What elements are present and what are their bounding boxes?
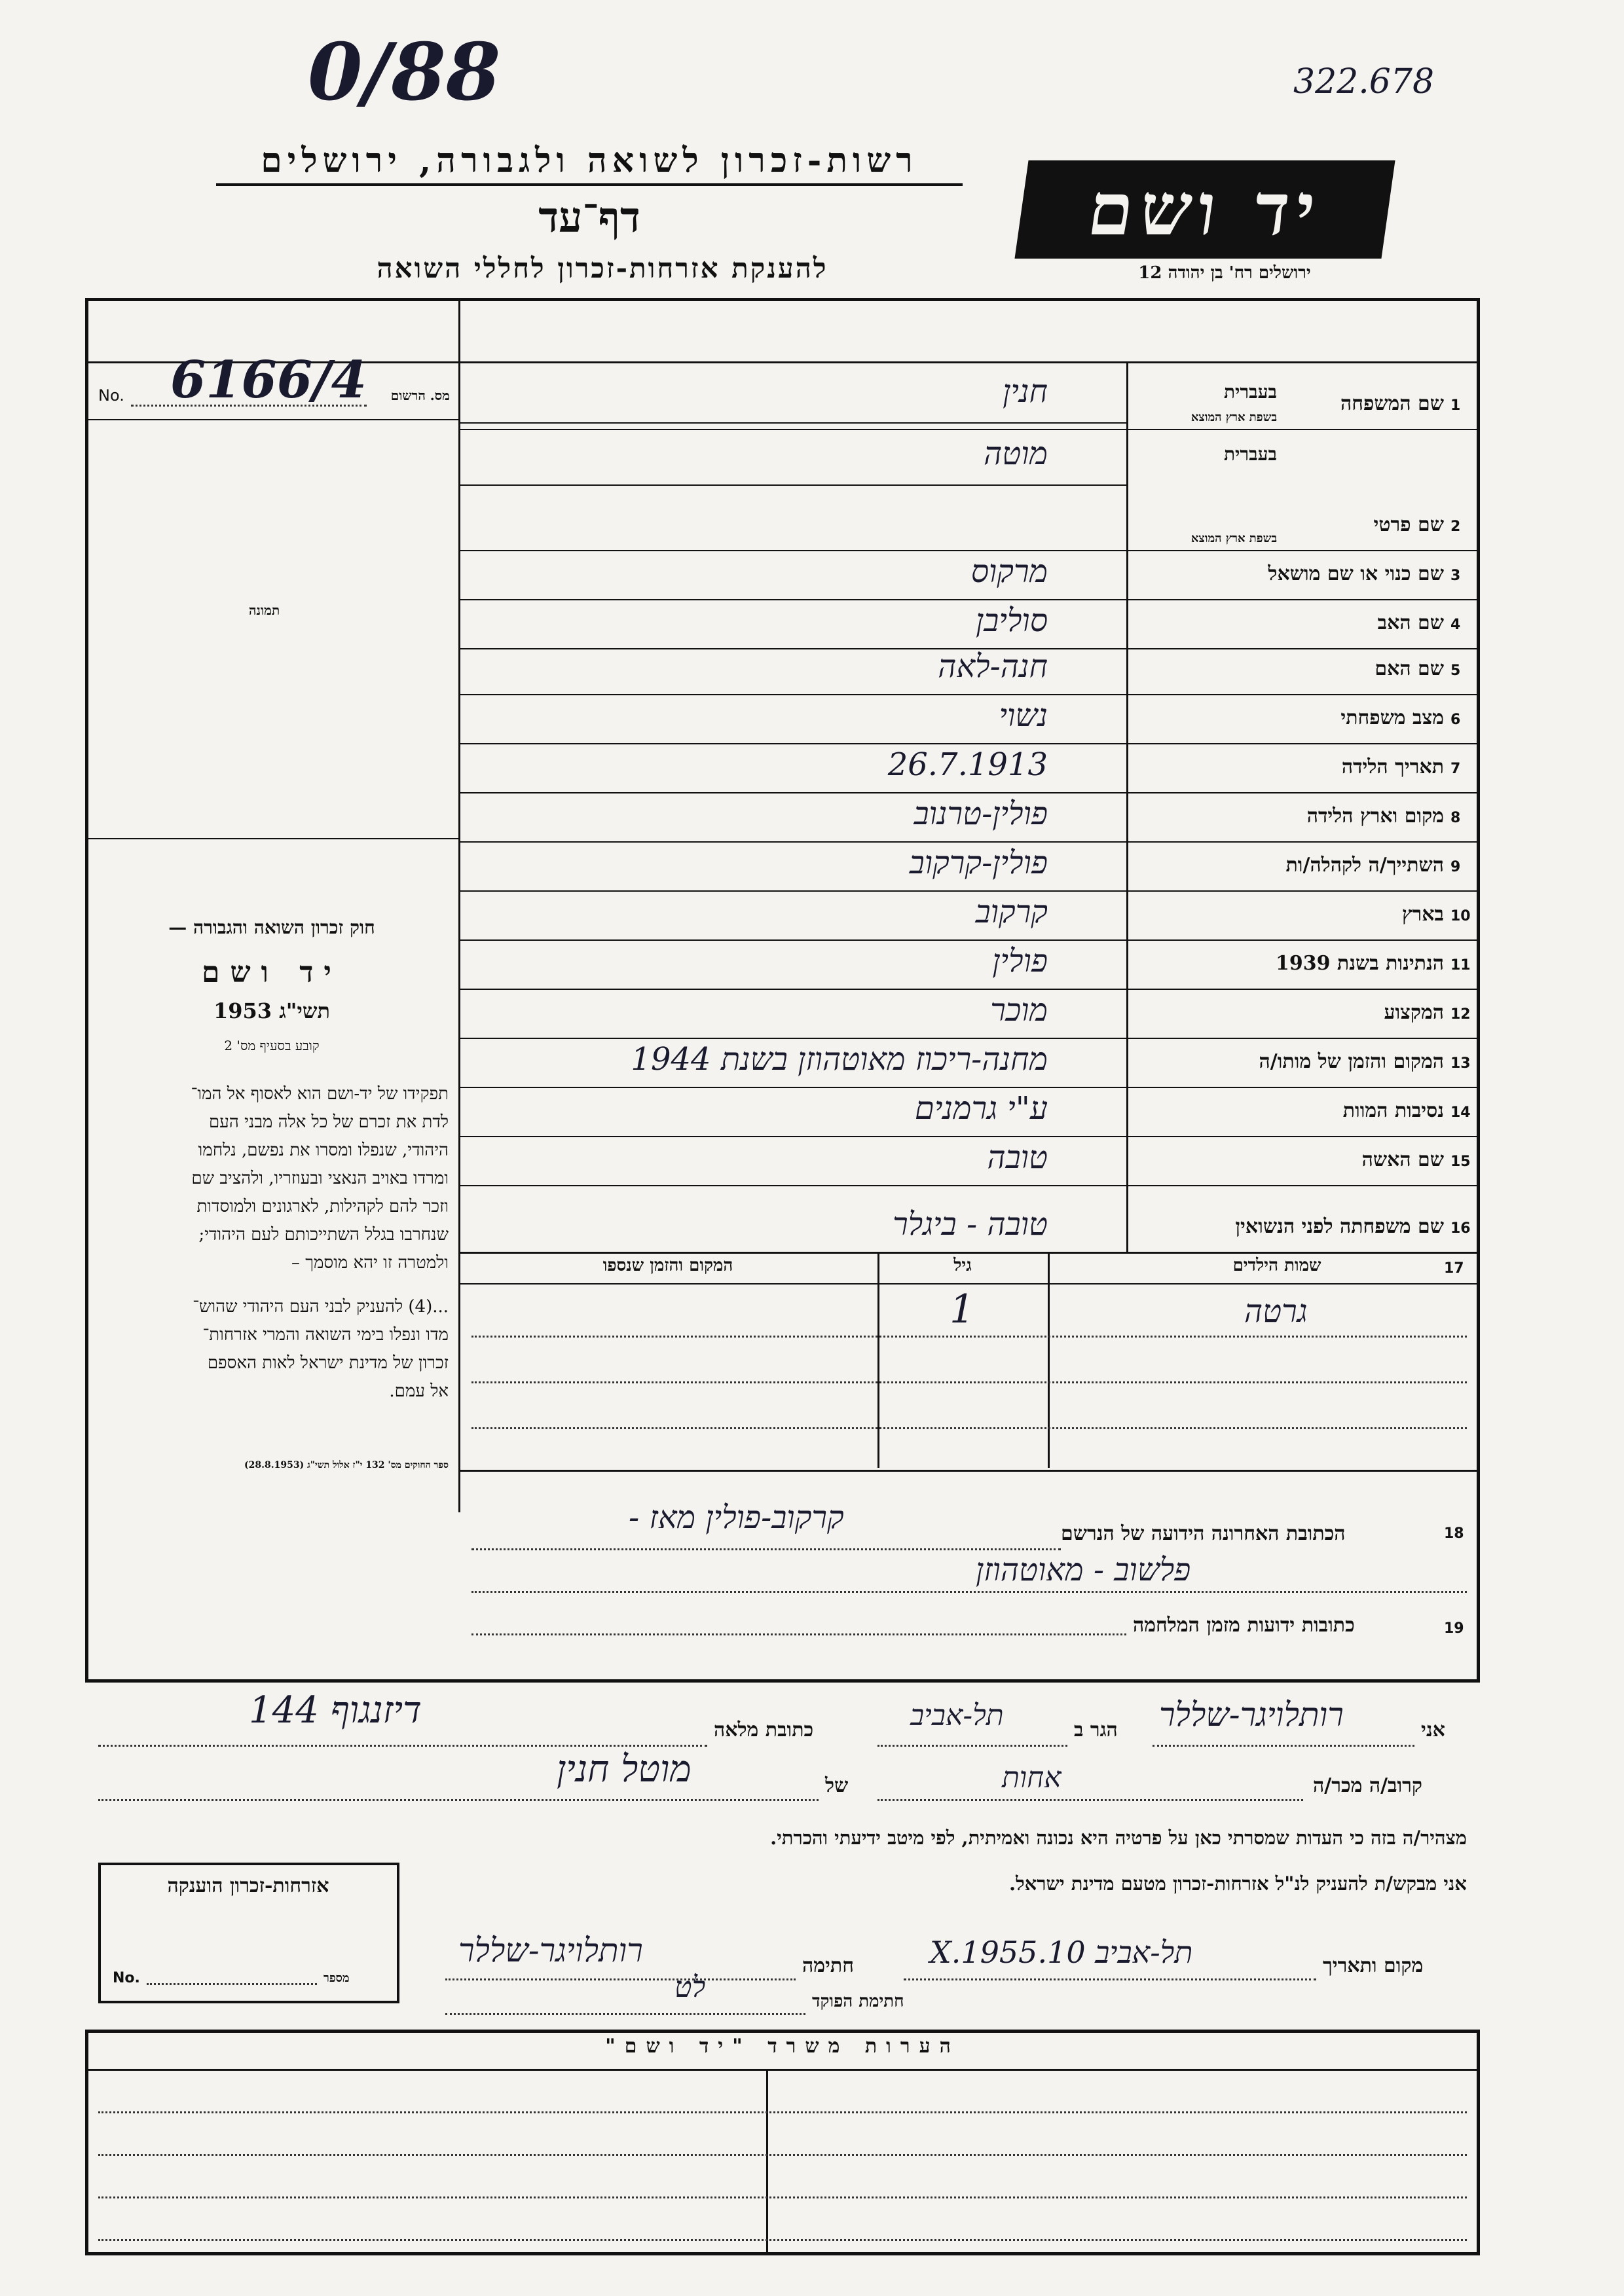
field-7-label: תאריך הלידה (1341, 756, 1444, 778)
law-footnote: ספר החוקים מס' 132 י"ז אלול תשי"ג (28.8.1953) (244, 1460, 449, 1470)
registration-label: מס. הרשום (390, 388, 450, 403)
field-13-line (458, 1087, 1480, 1088)
field-2-sub-hebrew: בעברית (1223, 443, 1277, 465)
address-label: כתובת מלאה (714, 1719, 814, 1741)
lives-in-label: הגר ב (1074, 1719, 1118, 1741)
institution-name: רשות-זכרון לשואה ולגבורה, ירושלים (216, 141, 963, 186)
wartime-addresses-num: 19 (1444, 1620, 1464, 1637)
field-4-number: 4 (1450, 617, 1461, 633)
children-header-place: המקום והזמן שנספו (602, 1256, 733, 1275)
office-notes-divider (766, 2069, 768, 2255)
officer-line (445, 2013, 805, 2015)
form-subtitle: להענקת אזרחות-זכרון לחללי השואה (377, 252, 828, 284)
field-12-line (458, 1038, 1480, 1039)
field-3-line (458, 599, 1480, 600)
file-number: 322.678 (1293, 62, 1435, 101)
office-notes-line-4 (98, 2239, 1467, 2241)
relation-value[interactable]: אחות (1002, 1761, 1061, 1795)
law-text-2: ...(4) להעניק לבני העם היהודי שהוש־ מדו ונפלו בימי השואה והמרי אזרחות־ זכרון של מדינת ישראל לאות האספם אל עמם. (193, 1297, 449, 1401)
field-1-number: 1 (1450, 397, 1461, 414)
field-10-value[interactable]: קרקוב (975, 894, 1048, 930)
field-10-line (458, 939, 1480, 941)
field-4-label: שם האב (1377, 611, 1444, 634)
field-16-number: 16 (1450, 1220, 1471, 1237)
children-header-names: שמות הילדים (1232, 1256, 1321, 1275)
last-address-line-3 (471, 1633, 1126, 1635)
field-1-line (458, 429, 1480, 430)
field-6-value[interactable]: נשוי (999, 697, 1048, 734)
child-age-1[interactable]: 1 (950, 1286, 975, 1332)
children-row-line-2 (471, 1381, 1467, 1383)
last-address-num: 18 (1444, 1525, 1464, 1542)
signature-label: חתימה (802, 1954, 854, 1977)
left-column-divider (458, 298, 460, 1512)
field-9-label: השתייך/ה לקהלה/ות (1285, 854, 1444, 877)
place-date-line (904, 1978, 1316, 1980)
children-header-line (458, 1283, 1480, 1285)
field-2-sub-origin: בשפת ארץ המוצא (1190, 532, 1277, 545)
field-13-number: 13 (1450, 1055, 1471, 1072)
place-date-label: מקום ותאריך (1323, 1954, 1424, 1977)
field-16-label: שם משפחתה לפני הנשואין (1235, 1215, 1444, 1238)
law-section: קובע בסעיף מס' 2 (224, 1038, 320, 1053)
registration-value[interactable]: 6166/4 (170, 350, 367, 410)
registration-divider (85, 419, 458, 420)
officer-label: חתימת הפוקד (812, 1992, 904, 2011)
declarant-address[interactable]: דיזנגוף 144 (249, 1689, 422, 1732)
field-11-number: 11 (1450, 957, 1471, 974)
of-name[interactable]: מוטל חנין (557, 1748, 692, 1791)
law-year: תשי"ג 1953 (213, 998, 330, 1023)
office-notes-line-1 (98, 2111, 1467, 2113)
last-address-line-2 (471, 1591, 1467, 1593)
office-notes-line-2 (98, 2154, 1467, 2156)
field-14-number: 14 (1450, 1104, 1471, 1121)
field-7-value[interactable]: 26.7.1913 (887, 746, 1048, 783)
signature-line (445, 1978, 796, 1980)
citizenship-no-label: No. (113, 1970, 140, 1986)
label-column-divider (1126, 361, 1128, 1252)
lives-in-value[interactable]: תל-אביב (910, 1699, 1004, 1732)
field-5-value[interactable]: חנה-לאה (938, 648, 1048, 685)
children-bottom-line (458, 1470, 1480, 1472)
citizenship-title: אזרחות-זכרון הוענקה (167, 1874, 329, 1897)
field-15-number: 15 (1450, 1154, 1471, 1170)
declarant-name[interactable]: רותלויגר-שללר (1159, 1696, 1344, 1734)
last-address-line-1 (471, 1548, 1061, 1550)
registration-no-label: No. (98, 386, 124, 405)
office-notes-title-line (85, 2069, 1480, 2071)
relation-label: קרוב/ה מכר/ה (1313, 1774, 1422, 1797)
field-5-number: 5 (1450, 663, 1461, 679)
field-1-value[interactable]: חנין (1003, 373, 1048, 410)
signature-value[interactable]: רותלויגר-שללר (458, 1931, 643, 1969)
field-11-value[interactable]: פולין (992, 943, 1048, 979)
officer-signature[interactable]: לט (674, 1971, 706, 2004)
field-6-number: 6 (1450, 712, 1461, 728)
field-15-line (458, 1185, 1480, 1186)
of-line (98, 1799, 819, 1801)
field-6-line (458, 743, 1480, 744)
child-name-1[interactable]: גרטה (1244, 1293, 1308, 1330)
citizenship-number-line (147, 1983, 317, 1985)
wartime-addresses-label: כתובות ידועות מזמן המלחמה (1133, 1614, 1355, 1637)
field-6-label: מצב משפחתי (1340, 706, 1444, 729)
office-notes-line-3 (98, 2196, 1467, 2198)
field-8-label: מקום וארץ הלידה (1306, 805, 1444, 828)
logo-address: ירושלים רח' בן יהודה 12 (1138, 263, 1311, 283)
field-13-value[interactable]: מחנה-ריכוז מאוטהוזן בשנת 1944 (631, 1041, 1048, 1078)
archive-number: 0/88 (308, 26, 501, 118)
field-9-line (458, 890, 1480, 892)
field-9-number: 9 (1450, 859, 1461, 875)
relation-line (877, 1799, 1303, 1801)
children-col-divider-1 (877, 1252, 879, 1468)
main-form-frame (85, 298, 1480, 1683)
place-date-value[interactable]: תל-אביב 10.X.1955 (930, 1935, 1193, 1970)
field-15-label: שם האשה (1361, 1148, 1444, 1171)
field-3-number: 3 (1450, 568, 1461, 584)
field-1-label: שם המשפחה (1340, 392, 1444, 415)
law-title: חוק זכרון השואה והגבורה — (168, 917, 375, 938)
field-12-label: המקצוע (1384, 1001, 1444, 1024)
request-text: אני מבקש/ת להעניק לנ"ל אזרחות-זכרון מטעם מדינת ישראל. (1008, 1872, 1467, 1895)
declarant-i-label: אני (1421, 1719, 1445, 1741)
children-top-line (458, 1252, 1480, 1254)
field-8-line (458, 841, 1480, 843)
field-4-value[interactable]: סוליבן (976, 602, 1048, 639)
field-14-value[interactable]: ע"י גרמנים (914, 1090, 1048, 1127)
field-12-number: 12 (1450, 1006, 1471, 1023)
declarant-name-line (1153, 1745, 1414, 1747)
children-row-line-1 (471, 1336, 1467, 1338)
children-row-line-3 (471, 1427, 1467, 1429)
field-3-label: שם כנוי או שם מושאל (1268, 562, 1444, 585)
field-1-inner-line (458, 422, 1126, 424)
field-10-number: 10 (1450, 908, 1471, 924)
field-2-label: שם פרטי (1373, 513, 1444, 536)
field-1-sub-origin: בשפת ארץ המוצא (1190, 410, 1277, 424)
field-14-line (458, 1136, 1480, 1137)
yad-vashem-logo: יד ושם (1014, 160, 1395, 259)
field-15-value[interactable]: טובה (987, 1139, 1048, 1176)
field-2-inner-line (458, 484, 1126, 486)
last-address-value-1[interactable]: קרקוב-פולין מאז - (629, 1499, 844, 1536)
field-12-value[interactable]: מוכר (990, 992, 1048, 1029)
field-2-number: 2 (1450, 519, 1461, 535)
field-11-line (458, 989, 1480, 990)
declaration-text: מצהיר/ה בזה כי העדות שמסרתי כאן על פרטיה היא נכונה ואמיתית, לפי מיטב ידיעתי והכרתי. (770, 1827, 1467, 1849)
citizenship-box (98, 1863, 399, 2003)
law-name: יד ושם (202, 956, 342, 989)
last-address-label: הכתובת האחרונה הידועה של הנרשם (1061, 1522, 1346, 1545)
photo-label: תמונה (249, 602, 280, 618)
children-col-divider-2 (1048, 1252, 1050, 1468)
field-7-number: 7 (1450, 761, 1461, 777)
field-11-label: הנתינות בשנת 1939 (1275, 952, 1444, 975)
field-16-value[interactable]: טובה - ביגלר (893, 1206, 1048, 1243)
field-10-label: בארץ (1401, 903, 1444, 926)
address-line (98, 1745, 707, 1747)
of-label: של (825, 1774, 849, 1797)
field-8-number: 8 (1450, 810, 1461, 826)
field-2-value[interactable]: מוטה (984, 435, 1048, 472)
field-5-line (458, 694, 1480, 695)
children-num: 17 (1444, 1260, 1464, 1277)
field-7-line (458, 792, 1480, 793)
field-8-value[interactable]: פולין-טרנוב (913, 795, 1048, 832)
form-title: דף־עד (538, 193, 640, 242)
field-3-value[interactable]: מרקוס (970, 553, 1048, 590)
field-2-line (458, 550, 1480, 551)
children-header-age: גיל (953, 1256, 972, 1275)
field-1-sub-hebrew: בעברית (1223, 381, 1277, 403)
office-notes-title: הערות משרד "יד ושם" (605, 2035, 960, 2058)
citizenship-number-label: מספר (323, 1971, 350, 1985)
field-5-label: שם האם (1375, 657, 1444, 680)
field-13-label: המקום והזמן של מותו/ה (1259, 1050, 1444, 1073)
photo-divider (85, 838, 458, 839)
last-address-value-2[interactable]: פלשוב - מאוטהוזן (976, 1552, 1191, 1588)
law-text: תפקידו של יד-ושם הוא לאסוף אל המו־ לדת את זכרם של כל אלה מבני העם היהודי, שנפלו ומסרו את נפשם, נלחמו ומרדו באויב הנאצי ובעוזריו, ולהציב שם וזכר להם לקהילות, לארגונים ולמוסדות שנחרבו בגלל השתייכותם לעם היהודי; ולמטרה זו יהא מוסמך – (191, 1084, 449, 1273)
field-9-value[interactable]: פולין-קרקוב (909, 845, 1048, 881)
office-notes-frame (85, 2030, 1480, 2255)
field-14-label: נסיבות המוות (1342, 1099, 1444, 1122)
lives-in-line (877, 1745, 1067, 1747)
